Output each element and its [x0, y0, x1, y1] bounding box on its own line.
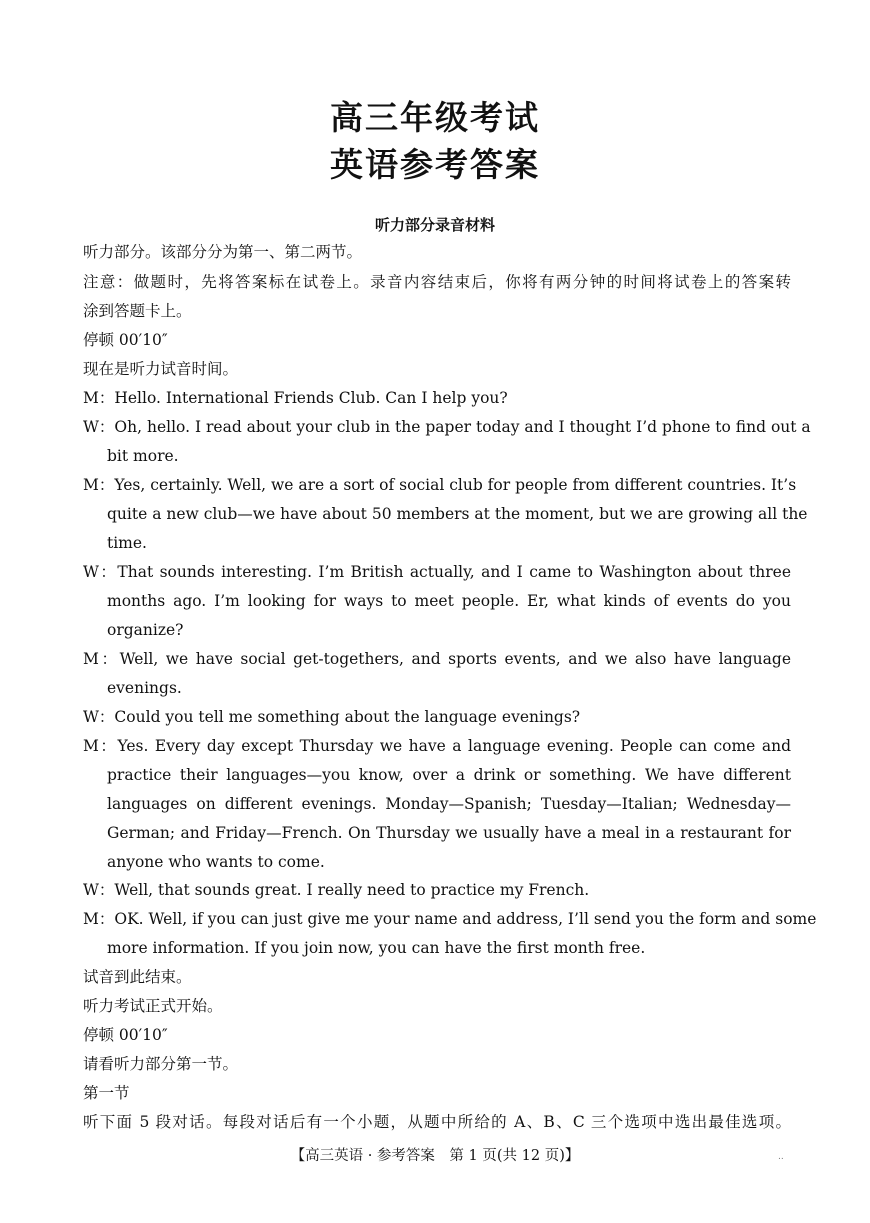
dialogue-line: bit more.	[107, 447, 179, 465]
dialogue-line: W：That sounds interesting. I’m British actually, and I came to Washington about three	[83, 563, 791, 581]
dialogue-line: quite a new club—we have about 50 members at the moment, but we are growing all the	[107, 505, 808, 523]
answer-key-title: 英语参考答案	[330, 145, 540, 184]
dialogue-line: M：Yes, certainly. Well, we are a sort of social club for people from different countries. It’s	[83, 476, 797, 494]
exam-title: 高三年级考试	[330, 98, 540, 137]
dialogue-line: practice their languages—you know, over a drink or something. We have different	[107, 766, 791, 784]
dialogue-line: time.	[107, 534, 147, 552]
page-footer: 【高三英语 · 参考答案 第 1 页(共 12 页)】	[290, 1148, 580, 1164]
dialogue-line: M：Hello. International Friends Club. Can I help you?	[83, 389, 508, 407]
text-line: 涂到答题卡上。	[83, 302, 192, 320]
text-line: 现在是听力试音时间。	[83, 360, 239, 378]
section-label: 第一节	[83, 1084, 130, 1102]
dialogue-line: M：Yes. Every day except Thursday we have a language evening. People can come and	[83, 737, 791, 755]
dialogue-line: organize?	[107, 621, 184, 639]
text-line: 听力部分。该部分分为第一、第二两节。	[83, 243, 363, 261]
dialogue-line: W：Well, that sounds great. I really need to practice my French.	[83, 881, 590, 899]
dialogue-line: W：Could you tell me something about the language evenings?	[83, 708, 581, 726]
dialogue-line: M：Well, we have social get-togethers, and sports events, and we also have language	[83, 650, 791, 668]
corner-mark: ..	[778, 1152, 784, 1162]
dialogue-line: languages on different evenings. Monday—Spanish; Tuesday—Italian; Wednesday—	[107, 795, 791, 813]
dialogue-line: anyone who wants to come.	[107, 853, 325, 871]
dialogue-line: German; and Friday—French. On Thursday we usually have a meal in a restaurant for	[107, 824, 791, 842]
text-line: 听力考试正式开始。	[83, 997, 223, 1015]
text-line: 听下面 5 段对话。每段对话后有一个小题，从题中所给的 A、B、C 三个选项中选出最佳选项。	[83, 1113, 791, 1131]
text-line: 注意：做题时，先将答案标在试卷上。录音内容结束后，你将有两分钟的时间将试卷上的答案转	[83, 273, 791, 291]
dialogue-line: months ago. I’m looking for ways to meet people. Er, what kinds of events do you	[107, 592, 791, 610]
section-heading: 听力部分录音材料	[374, 216, 495, 234]
dialogue-line: evenings.	[107, 679, 182, 697]
dialogue-line: M：OK. Well, if you can just give me your name and address, I’ll send you the form and some	[83, 910, 817, 928]
text-line: 停顿 00′10″	[83, 1026, 168, 1044]
text-line: 试音到此结束。	[83, 968, 192, 986]
text-line: 请看听力部分第一节。	[83, 1055, 239, 1073]
dialogue-line: more information. If you join now, you can have the first month free.	[107, 939, 646, 957]
text-line: 停顿 00′10″	[83, 331, 168, 349]
dialogue-line: W：Oh, hello. I read about your club in the paper today and I thought I’d phone to find out a	[83, 418, 811, 436]
